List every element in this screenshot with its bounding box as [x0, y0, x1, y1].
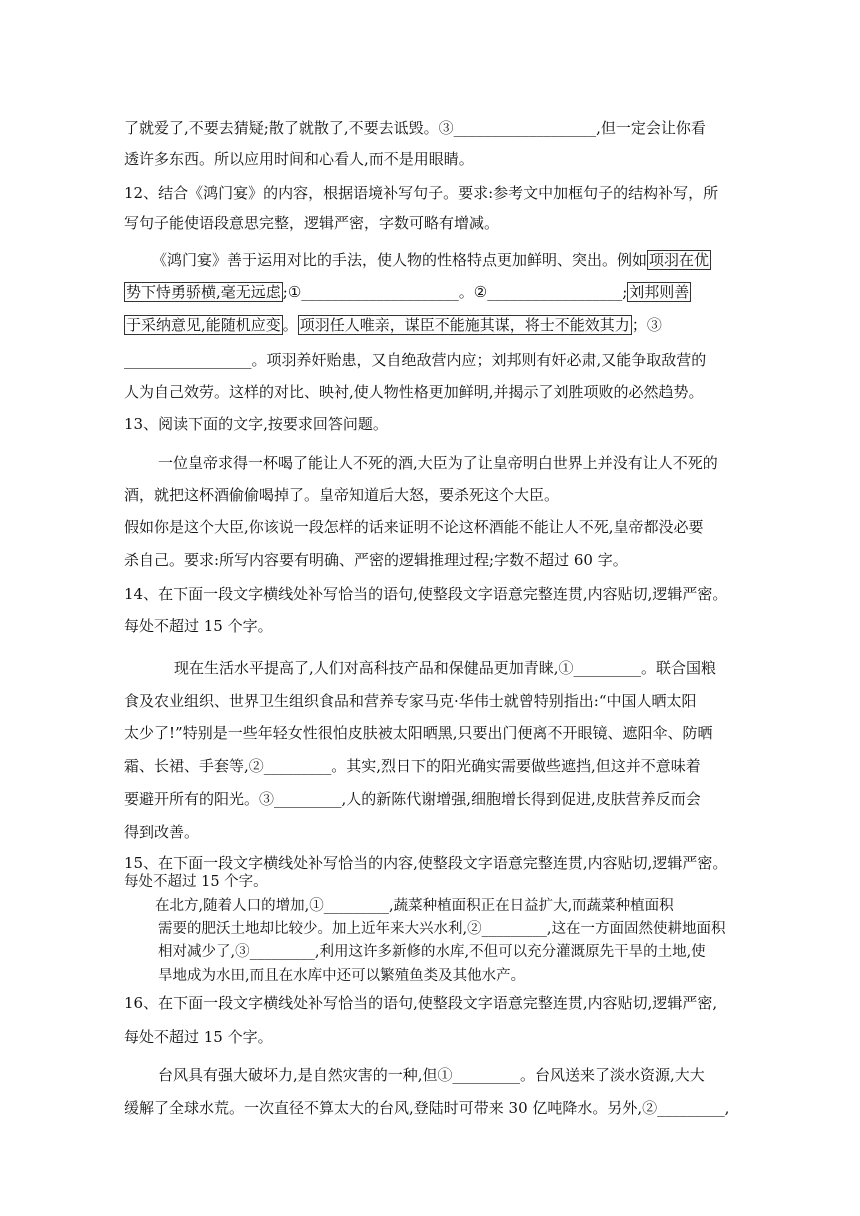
text-line — [124, 282, 691, 302]
text-line: 每处不超过 15 个字。 — [124, 874, 268, 890]
text-line: 需要的肥沃土地却比较少。加上近年来大兴水利,②_________,这在一方面固然使耕地面积 — [158, 921, 726, 937]
question-16-stem: 16、在下面一段文字横线处补写恰当的语句,使整段文字语意完整连贯,内容贴切,逻辑严密, — [124, 994, 718, 1012]
framed-sentence: 刘邦则善 — [629, 283, 690, 301]
text-line: 每处不超过 15 个字。 — [124, 617, 273, 635]
text-line: _________________。项羽养奸贻患，又自绝敌营内应；刘邦则有奸必肃,又能争取敌营的 — [124, 351, 707, 369]
text-line: 了就爱了,不要去猜疑;散了就散了,不要去诋毁。③___________________,但一定会让你看 — [124, 119, 706, 137]
text-line: 缓解了全球水荒。一次直径不算太大的台风,登陆时可带来 30 亿吨降水。另外,②_________, — [124, 1099, 730, 1117]
question-13-stem: 13、阅读下面的文字,按要求回答问题。 — [124, 415, 388, 433]
text-line — [152, 250, 711, 270]
text-line: 在北方,随着人口的增加,①_________,蔬菜种植面积正在日益扩大,而蔬菜种植面积 — [155, 898, 674, 914]
text-line: 相对减少了,③_________,利用这许多新修的水库,不但可以充分灌溉原先干旱的土地,使 — [158, 944, 706, 960]
text-line: 人为自己效劳。这样的对比、映衬,使人物性格更加鲜明,并揭示了刘胜项败的必然趋势。 — [124, 383, 704, 401]
framed-sentence: 项羽在优 — [649, 251, 710, 269]
question-12-requirement: 写句子能使语段意思完整，逻辑严密，字数可略有增减。 — [124, 214, 500, 232]
framed-sentence: 项羽任人唯亲，谋臣不能施其谋，将士不能效其力 — [299, 316, 630, 334]
text-line: 台风具有强大破坏力,是自然灾害的一种,但①_________。台风送来了淡水资源,大大 — [158, 1066, 705, 1084]
text-line: 透许多东西。所以应用时间和心看人,而不是用眼睛。 — [124, 150, 474, 168]
text-line: 一位皇帝求得一杯喝了能让人不死的酒,大臣为了让皇帝明白世界上并没有让人不死的 — [158, 454, 718, 472]
text-line — [124, 315, 662, 335]
text-line: 太少了!”特别是一些年轻女性很怕皮肤被太阳晒黑,只要出门便离不开眼镜、遮阳伞、防晒 — [124, 724, 713, 742]
question-14-stem: 14、在下面一段文字横线处补写恰当的语句,使整段文字语意完整连贯,内容贴切,逻辑严密。 — [124, 585, 728, 603]
text-line: 得到改善。 — [124, 823, 200, 841]
question-12-stem: 12、结合《鸿门宴》的内容，根据语境补写句子。要求:参考文中加框句子的结构补写，所 — [124, 184, 719, 202]
text-line: 现在生活水平提高了,人们对高科技产品和保健品更加青睐,①_________。联合国粮 — [174, 659, 717, 677]
text-line: 旱地成为水田,而且在水库中还可以繁殖鱼类及其他水产。 — [158, 968, 526, 984]
text-line: 要避开所有的阳光。③_________,人的新陈代谢增强,细胞增长得到促进,皮肤营养反而会 — [124, 790, 701, 808]
text-span: 《鸿门宴》善于运用对比的手法，使人物的性格特点更加鲜明、突出。例如 — [152, 251, 648, 269]
framed-sentence: 势下恃勇骄横,毫无远虑 — [126, 283, 281, 301]
text-line: 食及农业组织、世界卫生组织食品和营养专家马克·华伟士就曾特别指出:“中国人晒太阳 — [124, 692, 697, 710]
text-span: ;①_____________________。②__________________; — [282, 283, 628, 301]
text-line: 杀自己。要求:所写内容要有明确、严密的逻辑推理过程;字数不超过 60 字。 — [124, 551, 628, 569]
framed-sentence: 于采纳意见,能随机应变 — [126, 316, 281, 334]
text-line: 每处不超过 15 个字。 — [124, 1028, 273, 1046]
text-line: 假如你是这个大臣,你该说一段怎样的话来证明不论这杯酒能不能让人不死,皇帝都没必要 — [124, 518, 704, 536]
text-span: 。 — [282, 316, 298, 334]
text-line: 霜、长裙、手套等,②_________。其实,烈日下的阳光确实需要做些遮挡,但这并不意味着 — [124, 757, 701, 775]
text-line: 酒，就把这杯酒偷偷喝掉了。皇帝知道后大怒，要杀死这个大臣。 — [124, 486, 560, 504]
text-span: ；③ — [631, 316, 662, 334]
question-15-stem: 15、在下面一段文字横线处补写恰当的内容,使整段文字语意完整连贯,内容贴切,逻辑严密。 — [124, 854, 728, 872]
